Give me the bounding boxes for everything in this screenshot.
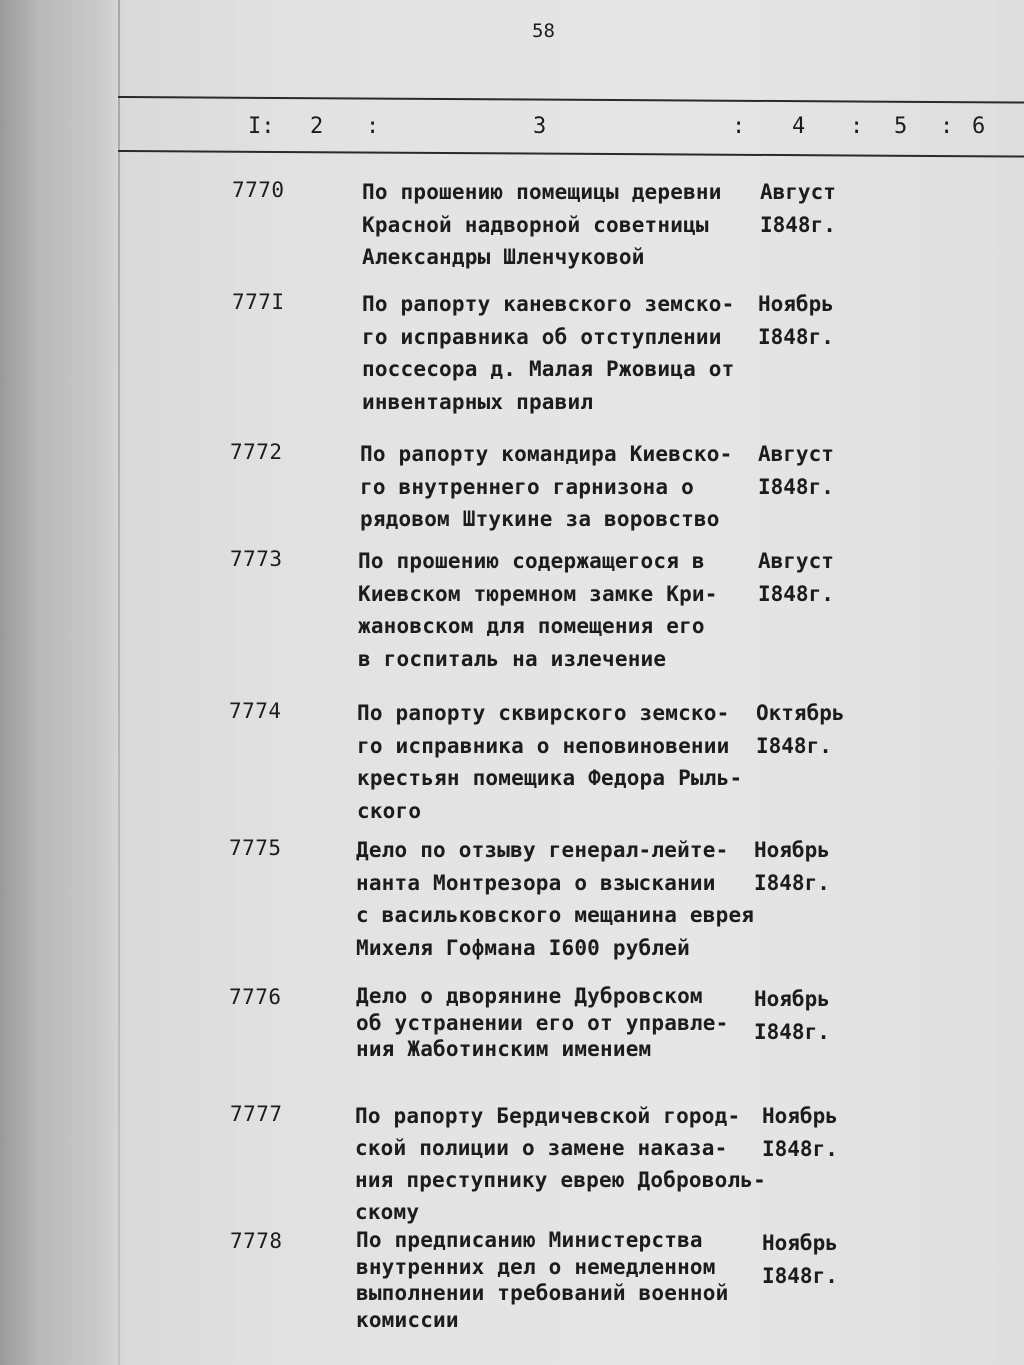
entry-date-year: I848г. <box>762 1263 838 1288</box>
column-header-2: 2 <box>310 114 324 139</box>
entry-description-line: инвентарных правил <box>362 389 594 414</box>
entry-description-line: в госпиталь на излечение <box>358 646 667 671</box>
entry-description-line: рядовом Штукине за воровство <box>360 507 720 531</box>
entry-date-month: Август <box>758 442 834 466</box>
entry-description-line: поссесора д. Малая Ржовица от <box>362 357 735 381</box>
entry-number: 7777 <box>230 1102 283 1126</box>
entry-date-month: Ноябрь <box>762 1104 838 1128</box>
entry-description-line: По прошению содержащегося в <box>358 549 705 573</box>
entry-date-year: I848г. <box>758 581 834 606</box>
entry-date-year: I848г. <box>758 324 834 349</box>
page-gutter <box>118 0 120 1365</box>
entry-description-line: Киевском тюремном замке Кри- <box>358 581 718 606</box>
entry-date-month: Ноябрь <box>762 1231 838 1255</box>
entry-description-line: нанта Монтрезора о взыскании <box>356 870 716 895</box>
entry-description-line: Красной надворной советницы <box>362 212 709 237</box>
entry-description-line: выполнении требований военной <box>356 1281 729 1305</box>
header-top-rule <box>118 96 1024 104</box>
entry-description-line: го внутреннего гарнизона о <box>360 474 694 499</box>
entry-date-month: Август <box>760 180 836 204</box>
entry-description-line: По рапорту командира Киевско- <box>360 442 733 466</box>
entry-date-month: Ноябрь <box>758 292 834 316</box>
entry-date-year: I848г. <box>754 870 830 895</box>
entry-description-line: об устранении его от управле- <box>356 1010 729 1035</box>
column-header-5: 5 <box>894 114 908 139</box>
entry-description-line: По рапорту Бердичевской город- <box>355 1104 741 1128</box>
entry-description-line: ния Жаботинским имением <box>356 1037 652 1061</box>
entry-description-line: ской полиции о замене наказа- <box>355 1136 728 1160</box>
page-number: 58 <box>532 20 555 42</box>
entry-description-line: Дело о дворянине Дубровском <box>356 984 703 1008</box>
entry-number: 7770 <box>232 178 285 202</box>
entry-description-line: внутренних дел о немедленном <box>356 1254 716 1279</box>
entry-date-year: I848г. <box>762 1136 838 1161</box>
column-header-6: 6 <box>972 114 986 139</box>
entry-description-line: По рапорту сквирского земско- <box>357 701 730 725</box>
column-separator: : <box>850 114 864 139</box>
entry-description-line: скому <box>355 1200 420 1224</box>
entry-number: 7775 <box>229 836 282 860</box>
entry-date-month: Октябрь <box>756 701 845 725</box>
column-separator: : <box>732 114 746 139</box>
column-header-4: 4 <box>792 114 806 139</box>
entry-description-line: жановском для помещения его <box>358 614 705 638</box>
entry-date-year: I848г. <box>754 1019 830 1044</box>
entry-description-line: Дело по отзыву генерал-лейте- <box>356 838 729 862</box>
entry-number: 7773 <box>230 547 283 571</box>
entry-description-line: ния преступнику еврею Доброволь- <box>355 1168 766 1192</box>
entry-description-line: По рапорту каневского земско- <box>362 292 735 316</box>
entry-number: 7774 <box>229 699 282 723</box>
entry-number: 7778 <box>230 1229 283 1253</box>
entry-description-line: По предписанию Министерства <box>356 1228 703 1252</box>
entry-description-line: го исправника о неповиновении <box>357 733 730 758</box>
column-header-3: 3 <box>533 114 547 139</box>
column-header-1: I: <box>248 114 275 139</box>
entry-number: 777I <box>232 290 285 314</box>
entry-description-line: По прошению помещицы деревни <box>362 180 722 204</box>
entry-description-line: ского <box>357 798 422 823</box>
entry-date-year: I848г. <box>760 212 836 237</box>
entry-date-year: I848г. <box>756 733 832 758</box>
entry-date-month: Август <box>758 549 834 573</box>
entry-number: 7772 <box>230 440 283 464</box>
entry-description-line: Михеля Гофмана I600 рублей <box>356 935 690 960</box>
column-separator: : <box>366 114 380 139</box>
entry-description-line: Александры Шленчуковой <box>362 245 645 269</box>
entry-description-line: с васильковского мещанина еврея <box>356 903 755 927</box>
entry-number: 7776 <box>229 985 282 1009</box>
column-separator: : <box>940 114 954 139</box>
entry-date-year: I848г. <box>758 474 834 499</box>
entry-description-line: го исправника об отступлении <box>362 324 722 349</box>
entry-description-line: комиссии <box>356 1307 459 1332</box>
entry-date-month: Ноябрь <box>754 838 830 862</box>
entry-date-month: Ноябрь <box>754 987 830 1011</box>
entry-description-line: крестьян помещика Федора Рыль- <box>357 766 743 790</box>
header-bottom-rule <box>118 150 1024 158</box>
